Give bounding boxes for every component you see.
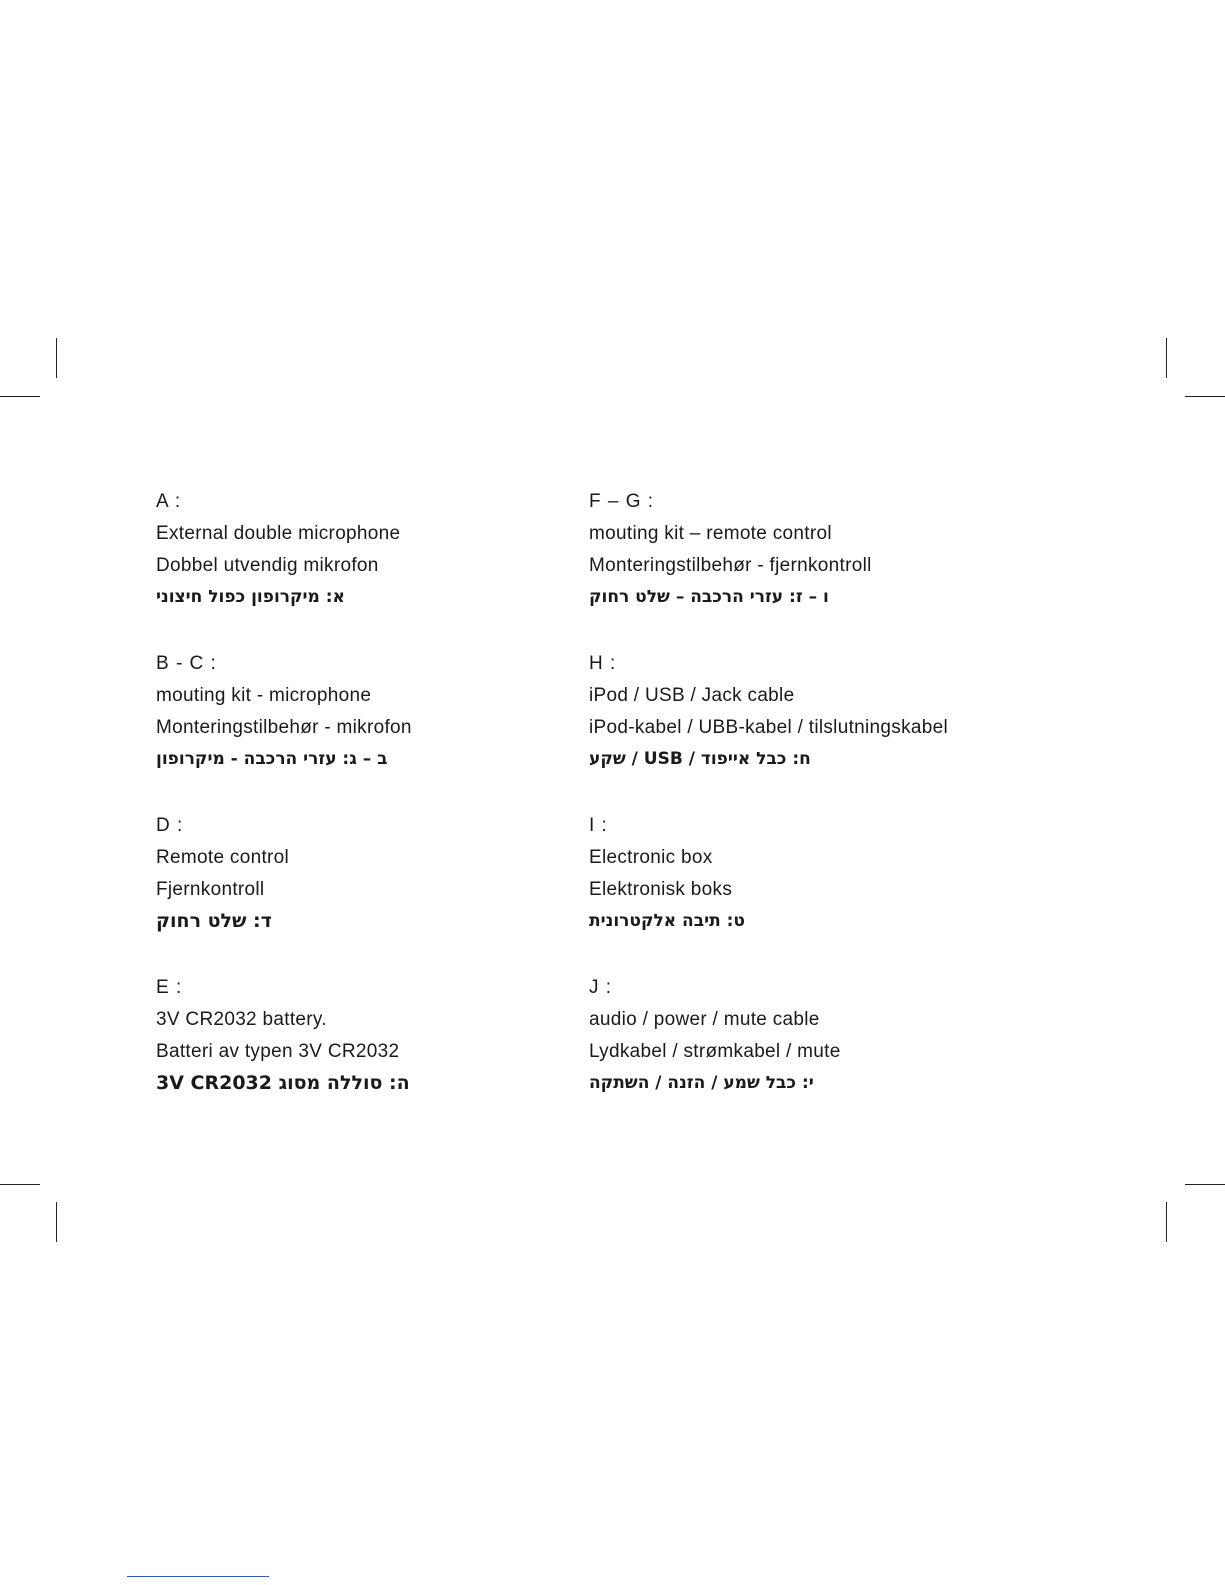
entry-letter: J : <box>589 977 613 998</box>
parts-entry-h <box>589 648 1059 810</box>
crop-mark-top-left-vertical <box>56 338 57 378</box>
entry-english: iPod / USB / Jack cable <box>589 685 795 706</box>
entry-letter: H : <box>589 653 617 674</box>
entry-hebrew: א: מיקרופון כפול חיצוני <box>156 587 345 607</box>
crop-mark-top-right-horizontal <box>1185 396 1225 397</box>
entry-english: Remote control <box>156 847 290 868</box>
entry-hebrew: ה: סוללה מסוג 3V CR2032 <box>156 1072 410 1094</box>
entry-english: Electronic box <box>589 847 713 868</box>
left-column <box>156 486 576 1134</box>
entry-english: External double microphone <box>156 523 401 544</box>
entry-letter: E : <box>156 977 183 998</box>
right-column <box>589 486 1059 1134</box>
crop-mark-top-right-vertical <box>1166 338 1167 378</box>
entry-norwegian: Monteringstilbehør - fjernkontroll <box>589 555 872 576</box>
entry-english: mouting kit - microphone <box>156 685 372 706</box>
entry-english: mouting kit – remote control <box>589 523 832 544</box>
entry-hebrew: ט: תיבה אלקטרונית <box>589 911 745 931</box>
entry-letter: I : <box>589 815 608 836</box>
entry-letter: D : <box>156 815 184 836</box>
entry-hebrew: ב – ג: עזרי הרכבה - מיקרופון <box>156 749 388 769</box>
entry-hebrew: י: כבל שמע / הזנה / השתקה <box>589 1073 814 1093</box>
entry-english: 3V CR2032 battery. <box>156 1009 327 1030</box>
entry-norwegian: Monteringstilbehør - mikrofon <box>156 717 412 738</box>
entry-letter: A : <box>156 491 182 512</box>
parts-entry-j <box>589 972 1059 1134</box>
crop-mark-bottom-right-horizontal <box>1185 1184 1225 1185</box>
entry-letter: F – G : <box>589 491 655 512</box>
parts-entry-i <box>589 810 1059 972</box>
entry-hebrew: ו – ז: עזרי הרכבה – שלט רחוק <box>589 587 829 607</box>
parts-entry-a <box>156 486 576 648</box>
entry-norwegian: Batteri av typen 3V CR2032 <box>156 1041 400 1062</box>
entry-hebrew: ח: כבל אייפוד / USB / שקע <box>589 749 811 769</box>
crop-mark-bottom-left-horizontal <box>0 1184 40 1185</box>
entry-norwegian: Fjernkontroll <box>156 879 265 900</box>
parts-entry-e <box>156 972 576 1134</box>
parts-entry-b-c <box>156 648 576 810</box>
entry-letter: B - C : <box>156 653 217 674</box>
parts-entry-d <box>156 810 576 972</box>
bottom-rule <box>127 1576 269 1577</box>
entry-english: audio / power / mute cable <box>589 1009 820 1030</box>
entry-hebrew: ד: שלט רחוק <box>156 910 272 932</box>
crop-mark-bottom-right-vertical <box>1166 1202 1167 1242</box>
entry-norwegian: iPod-kabel / UBB-kabel / tilslutningskabel <box>589 717 948 738</box>
crop-mark-bottom-left-vertical <box>56 1202 57 1242</box>
entry-norwegian: Elektronisk boks <box>589 879 733 900</box>
parts-entry-f-g <box>589 486 1059 648</box>
crop-mark-top-left-horizontal <box>0 396 40 397</box>
entry-norwegian: Dobbel utvendig mikrofon <box>156 555 379 576</box>
entry-norwegian: Lydkabel / strømkabel / mute <box>589 1041 841 1062</box>
